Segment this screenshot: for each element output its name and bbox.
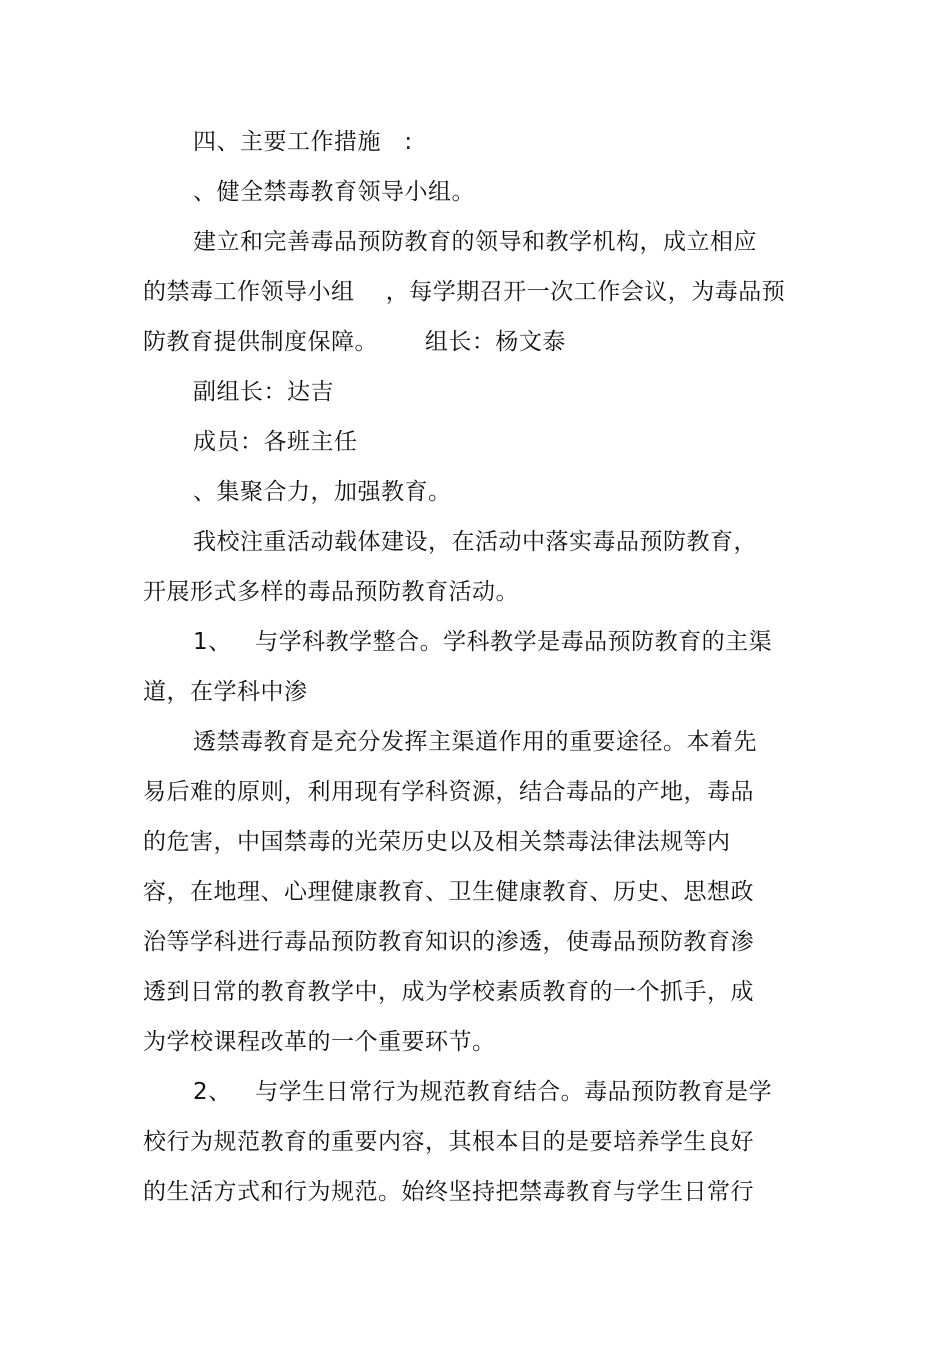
subheading-strengthen-education: 、集聚合力，加强教育。 — [193, 479, 452, 505]
paragraph-line: 的危害，中国禁毒的光荣历史以及相关禁毒法律法规等内 — [143, 829, 731, 855]
paragraph-line: 建立和完善毒品预防教育的领导和教学机构，成立相应 — [193, 229, 757, 255]
members-line: 成员：各班主任 — [193, 429, 358, 455]
paragraph-line: 我校注重活动载体建设，在活动中落实毒品预防教育， — [193, 529, 757, 555]
paragraph-line: 校行为规范教育的重要内容，其根本目的是要培养学生良好 — [143, 1129, 754, 1155]
subheading-leadership-group: 、健全禁毒教育领导小组。 — [193, 179, 475, 205]
paragraph-line: 道，在学科中渗 — [143, 679, 308, 705]
paragraph-line: 易后难的原则，利用现有学科资源，结合毒品的产地，毒品 — [143, 779, 754, 805]
paragraph-line: 透到日常的教育教学中，成为学校素质教育的一个抓手，成 — [143, 979, 754, 1005]
paragraph-line: 治等学科进行毒品预防教育知识的渗透，使毒品预防教育渗 — [143, 929, 754, 955]
paragraph-line: 容，在地理、心理健康教育、卫生健康教育、历史、思想政 — [143, 879, 754, 905]
numbered-item-2: 2、 与学生日常行为规范教育结合。毒品预防教育是学 — [193, 1079, 773, 1105]
paragraph-line: 防教育提供制度保障。 组长：杨文泰 — [143, 329, 566, 355]
paragraph-line: 为学校课程改革的一个重要环节。 — [143, 1029, 496, 1055]
paragraph-line: 透禁毒教育是充分发挥主渠道作用的重要途径。本着先 — [193, 729, 757, 755]
section-heading: 四、主要工作措施 : — [193, 129, 413, 155]
deputy-leader-line: 副组长：达吉 — [193, 379, 334, 405]
paragraph-line: 的生活方式和行为规范。始终坚持把禁毒教育与学生日常行 — [143, 1179, 754, 1205]
paragraph-line: 开展形式多样的毒品预防教育活动。 — [143, 579, 519, 605]
paragraph-line: 的禁毒工作领导小组 ，每学期召开一次工作会议，为毒品预 — [143, 279, 786, 305]
numbered-item-1: 1、 与学科教学整合。学科教学是毒品预防教育的主渠 — [193, 629, 773, 655]
